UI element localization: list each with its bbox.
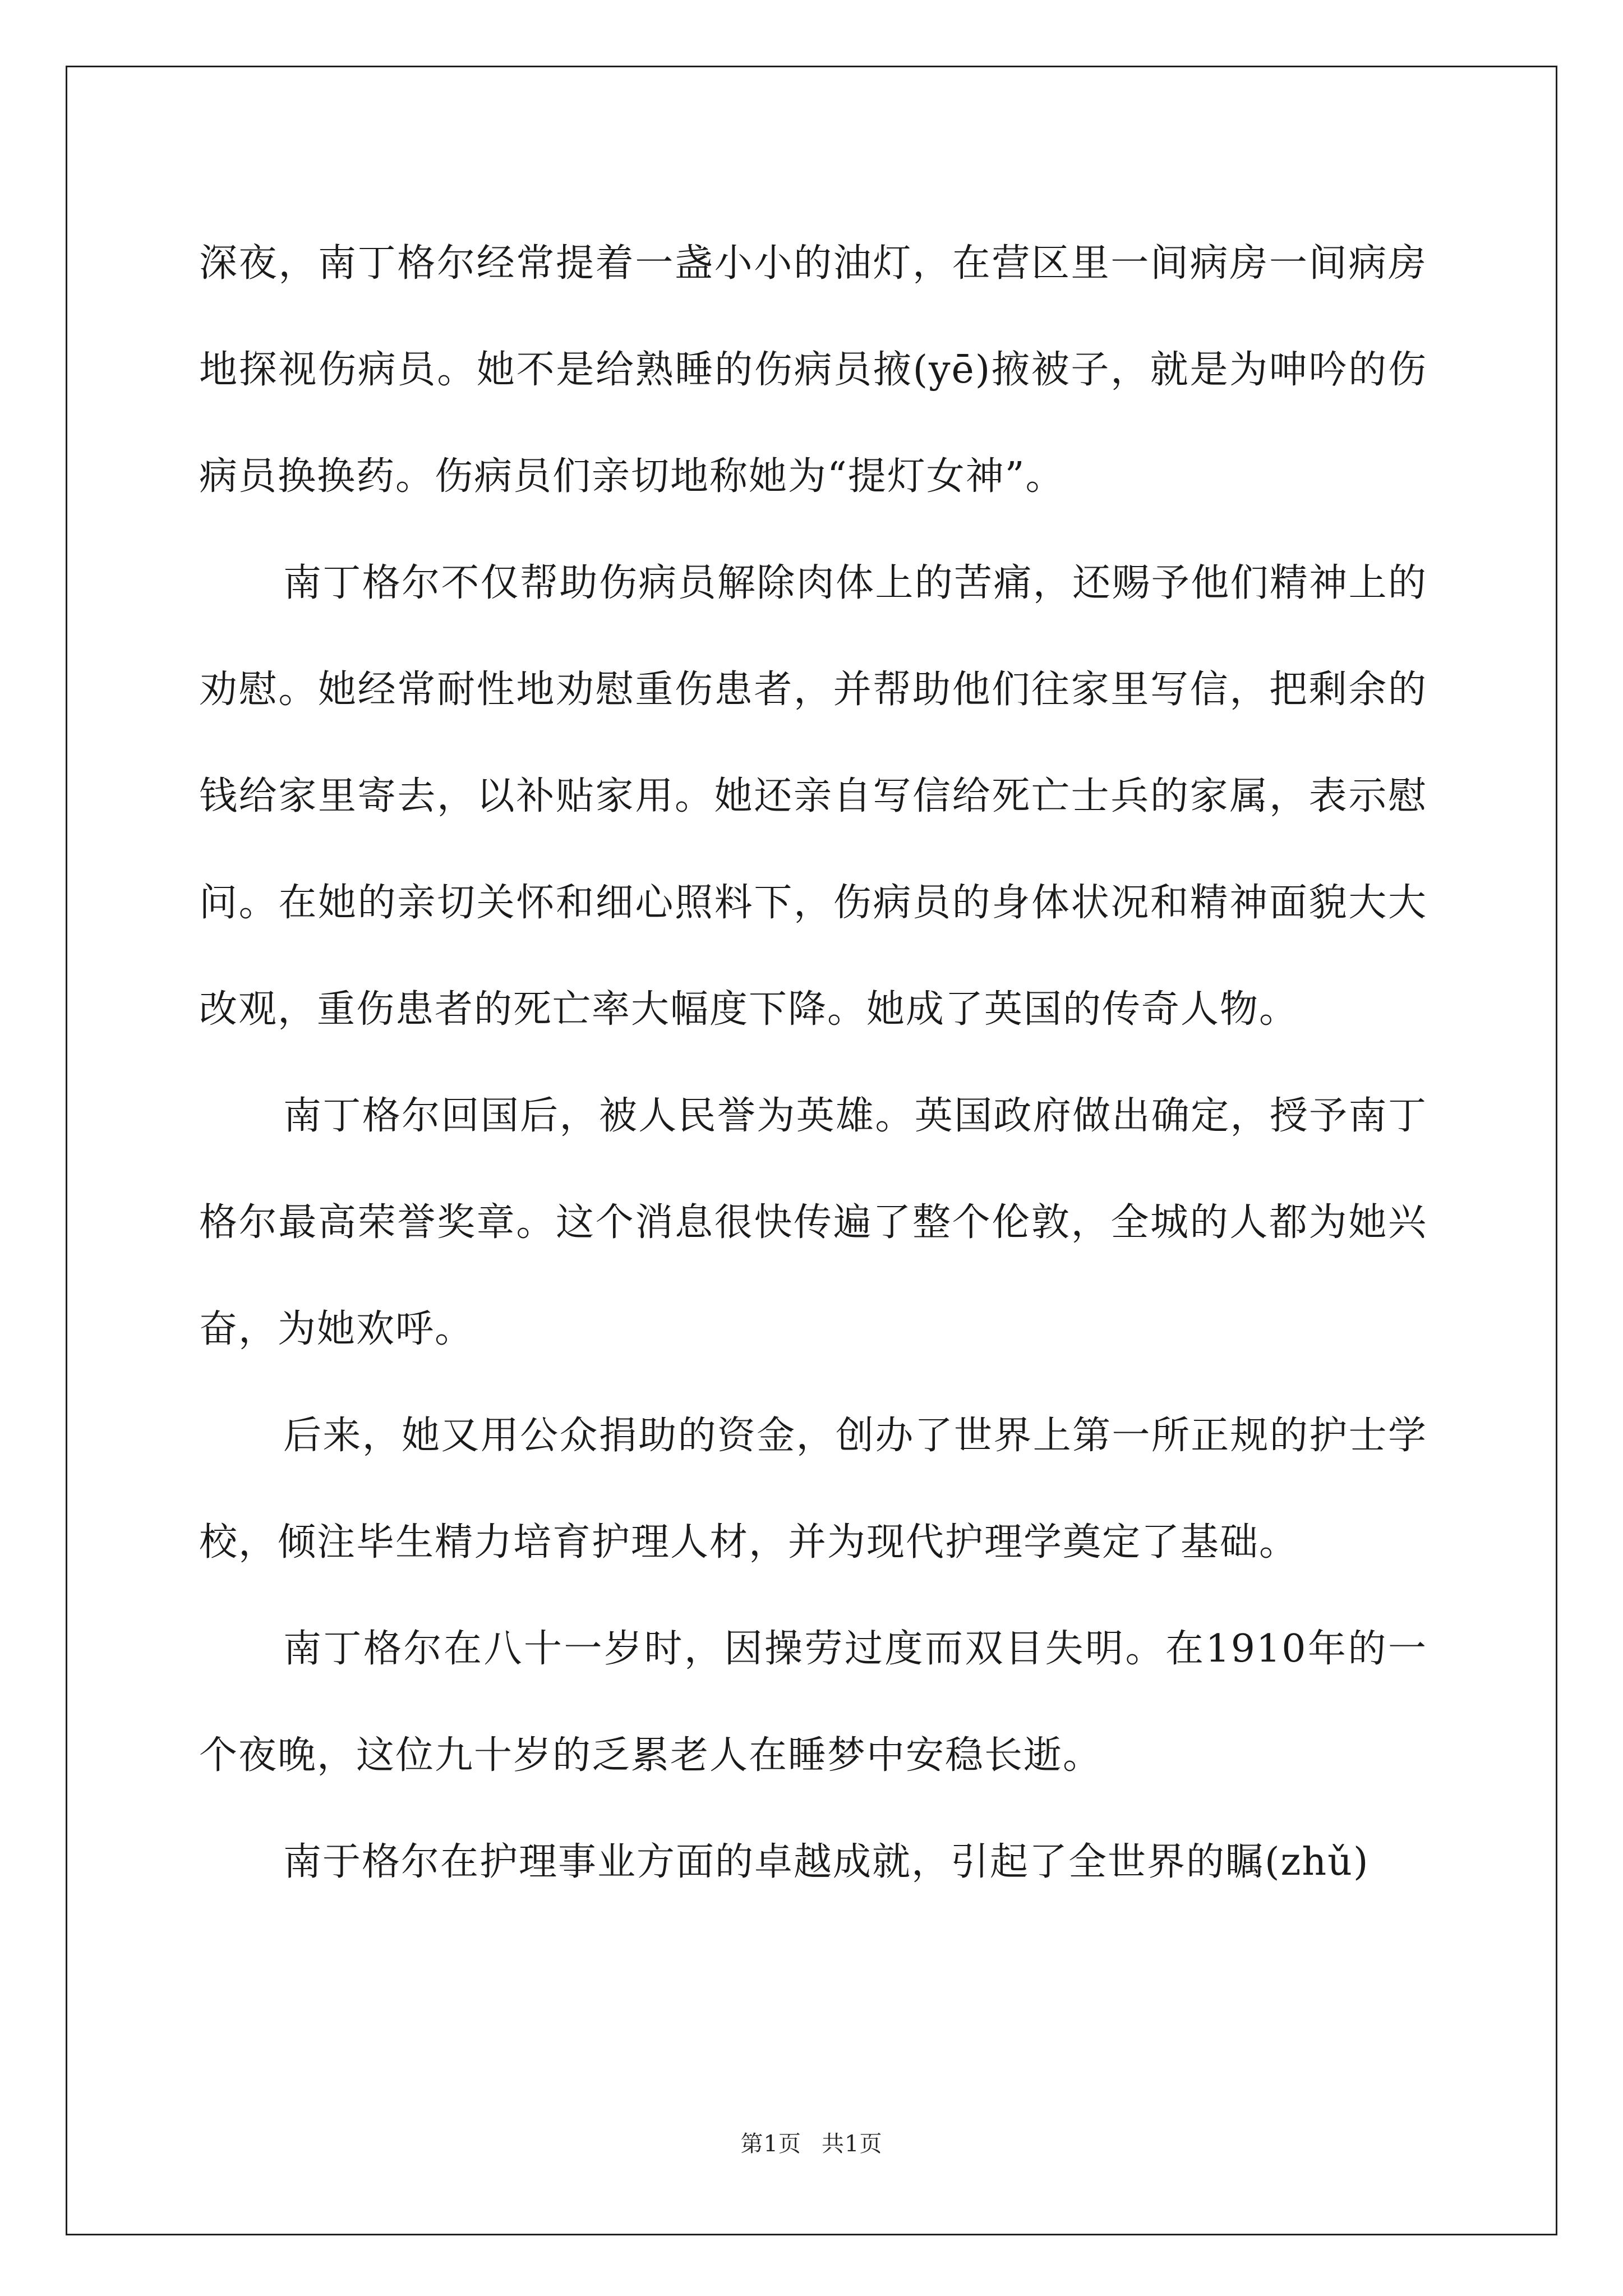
paragraph-3: 南丁格尔回国后，被人民誉为英雄。英国政府做出确定，授予南丁格尔最高荣誉奖章。这个消息很快传遍了整个伦敦，全城的人都为她兴奋，为她欢呼。 [199, 1094, 1427, 1351]
page-number: 第1页 [740, 2131, 801, 2157]
page-total: 共1页 [822, 2131, 883, 2157]
document-body [199, 210, 1427, 1916]
paragraph-2: 南丁格尔不仅帮助伤病员解除肉体上的苦痛，还赐予他们精神上的劝慰。她经常耐性地劝慰重伤患者，并帮助他们往家里写信，把剩余的钱给家里寄去，以补贴家用。她还亲自写信给死亡士兵的家属，表示慰问。在她的亲切关怀和细心照料下，伤病员的身体状况和精神面貌大大改观，重伤患者的死亡率大幅度下降。她成了英国的传奇人物。 [199, 561, 1427, 1032]
paragraph-5: 南丁格尔在八十一岁时，因操劳过度而双目失明。在1910年的一个夜晚，这位九十岁的乏累老人在睡梦中安稳长逝。 [199, 1627, 1427, 1778]
paragraph-4: 后来，她又用公众捐助的资金，创办了世界上第一所正规的护士学校，倾注毕生精力培育护理人材，并为现代护理学奠定了基础。 [199, 1414, 1427, 1565]
paragraph-6: 南于格尔在护理事业方面的卓越成就，引起了全世界的瞩(zhǔ) [283, 1840, 1370, 1884]
page-footer [0, 2126, 1623, 2158]
paragraph-1: 深夜，南丁格尔经常提着一盏小小的油灯，在营区里一间病房一间病房地探视伤病员。她不是给熟睡的伤病员掖(yē)掖被子，就是为呻吟的伤病员换换药。伤病员们亲切地称她为“提灯女神”。 [199, 241, 1427, 499]
